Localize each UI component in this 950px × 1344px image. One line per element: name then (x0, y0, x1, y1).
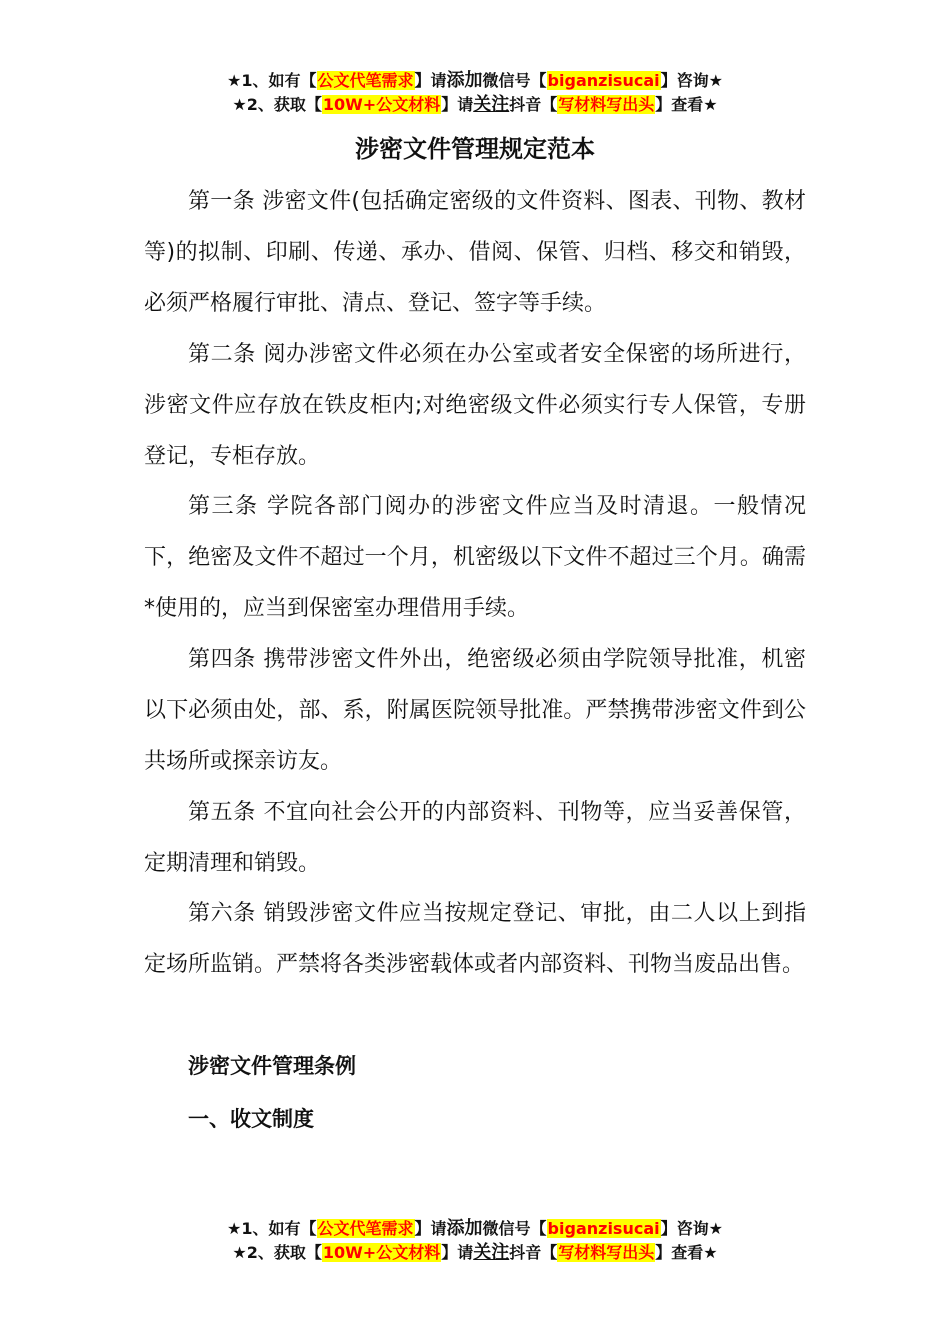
article-4: 第四条 携带涉密文件外出，绝密级必须由学院领导批准，机密以下必须由处，部、系，附属医院领导批准。严禁携带涉密文件到公共场所或探亲访友。 (144, 647, 806, 774)
promo-text: 】请 (414, 71, 447, 90)
douyin-id-highlight: 写材料写出头 (558, 95, 655, 114)
promo-text: 】咨询★ (660, 1219, 723, 1238)
promo-text: 微信号【 (482, 1219, 547, 1238)
promo-text: 】请 (441, 1243, 474, 1262)
promo-emphasis: 添加 (446, 70, 483, 91)
promo-text: ★1、如有【 (227, 1219, 317, 1238)
promo-emphasis: 添加 (446, 1218, 483, 1239)
promo-text: 】查看★ (655, 95, 718, 114)
promo-text: 】查看★ (655, 1243, 718, 1262)
promo-highlight: 10W+公文材料 (322, 95, 441, 114)
wechat-id-highlight: biganzisucai (547, 71, 660, 90)
promo-text: 】请 (441, 95, 474, 114)
promo-text: 微信号【 (482, 71, 547, 90)
promo-emphasis: 关注 (473, 1242, 510, 1263)
section-heading: 涉密文件管理条例 (188, 1054, 356, 1078)
promo-text: ★2、获取【 (232, 1243, 322, 1262)
promo-highlight: 10W+公文材料 (322, 1243, 441, 1262)
promo-text: 】请 (414, 1219, 447, 1238)
promo-highlight: 公文代笔需求 (317, 71, 414, 90)
promo-text: ★1、如有【 (227, 71, 317, 90)
promo-line-2-top (0, 94, 950, 116)
promo-text: 抖音【 (509, 1243, 558, 1262)
article-5: 第五条 不宜向社会公开的内部资料、刊物等，应当妥善保管，定期清理和销毁。 (144, 800, 806, 876)
promo-line-1-top (0, 70, 950, 92)
article-6: 第六条 销毁涉密文件应当按规定登记、审批，由二人以上到指定场所监销。严禁将各类涉密载体或者内部资料、刊物当废品出售。 (144, 901, 806, 977)
article-3: 第三条 学院各部门阅办的涉密文件应当及时清退。一般情况下，绝密及文件不超过一个月，机密级以下文件不超过三个月。确需*使用的，应当到保密室办理借用手续。 (144, 494, 806, 621)
promo-text: ★2、获取【 (232, 95, 322, 114)
promo-line-2-bottom (0, 1242, 950, 1264)
promo-emphasis: 关注 (473, 94, 510, 115)
wechat-id-highlight: biganzisucai (547, 1219, 660, 1238)
article-1: 第一条 涉密文件(包括确定密级的文件资料、图表、刊物、教材等)的拟制、印刷、传递、承办、借阅、保管、归档、移交和销毁，必须严格履行审批、清点、登记、签字等手续。 (144, 189, 806, 316)
douyin-id-highlight: 写材料写出头 (558, 1243, 655, 1262)
article-2: 第二条 阅办涉密文件必须在办公室或者安全保密的场所进行，涉密文件应存放在铁皮柜内;对绝密级文件必须实行专人保管，专册登记，专柜存放。 (144, 342, 806, 469)
promo-line-1-bottom (0, 1218, 950, 1240)
promo-text: 抖音【 (509, 95, 558, 114)
promo-text: 】咨询★ (660, 71, 723, 90)
promo-highlight: 公文代笔需求 (317, 1219, 414, 1238)
document-title: 涉密文件管理规定范本 (355, 135, 595, 163)
subheading: 一、收文制度 (188, 1107, 314, 1131)
